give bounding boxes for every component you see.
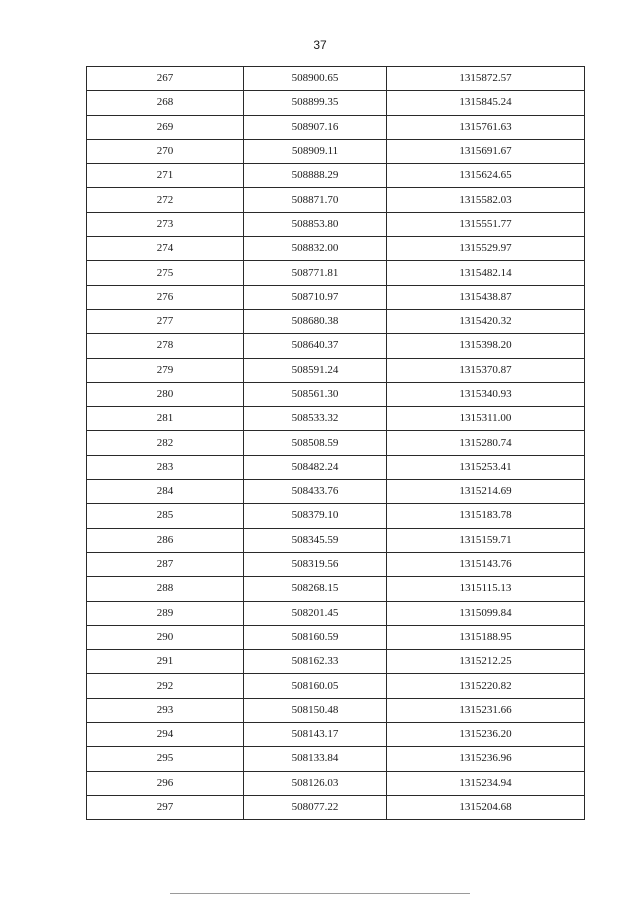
x-coordinate-cell: 508561.30 (244, 382, 387, 406)
x-coordinate-cell: 508907.16 (244, 115, 387, 139)
point-number-cell: 288 (87, 577, 244, 601)
y-coordinate-cell: 1315143.76 (387, 552, 585, 576)
page-number: 37 (313, 38, 327, 52)
y-coordinate-cell: 1315311.00 (387, 407, 585, 431)
point-number-cell: 273 (87, 212, 244, 236)
x-coordinate-cell: 508591.24 (244, 358, 387, 382)
x-coordinate-cell: 508379.10 (244, 504, 387, 528)
point-number-cell: 281 (87, 407, 244, 431)
table-row (87, 407, 585, 431)
table-row (87, 528, 585, 552)
table-row (87, 601, 585, 625)
table-row (87, 771, 585, 795)
table-row (87, 358, 585, 382)
y-coordinate-cell: 1315253.41 (387, 455, 585, 479)
x-coordinate-cell: 508680.38 (244, 309, 387, 333)
x-coordinate-cell: 508899.35 (244, 91, 387, 115)
x-coordinate-cell: 508900.65 (244, 67, 387, 91)
point-number-cell: 283 (87, 455, 244, 479)
y-coordinate-cell: 1315398.20 (387, 334, 585, 358)
point-number-cell: 270 (87, 139, 244, 163)
table-row (87, 91, 585, 115)
y-coordinate-cell: 1315183.78 (387, 504, 585, 528)
x-coordinate-cell: 508771.81 (244, 261, 387, 285)
x-coordinate-cell: 508710.97 (244, 285, 387, 309)
point-number-cell: 274 (87, 237, 244, 261)
point-number-cell: 276 (87, 285, 244, 309)
table-row (87, 67, 585, 91)
x-coordinate-cell: 508160.59 (244, 625, 387, 649)
x-coordinate-cell: 508640.37 (244, 334, 387, 358)
table-row (87, 139, 585, 163)
x-coordinate-cell: 508143.17 (244, 723, 387, 747)
coordinate-table-container (86, 66, 584, 820)
point-number-cell: 291 (87, 650, 244, 674)
table-row (87, 504, 585, 528)
point-number-cell: 277 (87, 309, 244, 333)
point-number-cell: 286 (87, 528, 244, 552)
point-number-cell: 272 (87, 188, 244, 212)
x-coordinate-cell: 508345.59 (244, 528, 387, 552)
y-coordinate-cell: 1315115.13 (387, 577, 585, 601)
x-coordinate-cell: 508150.48 (244, 698, 387, 722)
table-row (87, 698, 585, 722)
table-row (87, 285, 585, 309)
y-coordinate-cell: 1315370.87 (387, 358, 585, 382)
point-number-cell: 287 (87, 552, 244, 576)
table-row (87, 309, 585, 333)
x-coordinate-cell: 508133.84 (244, 747, 387, 771)
table-row (87, 674, 585, 698)
table-row (87, 455, 585, 479)
x-coordinate-cell: 508888.29 (244, 164, 387, 188)
y-coordinate-cell: 1315420.32 (387, 309, 585, 333)
point-number-cell: 284 (87, 480, 244, 504)
x-coordinate-cell: 508077.22 (244, 795, 387, 819)
point-number-cell: 278 (87, 334, 244, 358)
point-number-cell: 275 (87, 261, 244, 285)
table-row (87, 723, 585, 747)
y-coordinate-cell: 1315872.57 (387, 67, 585, 91)
point-number-cell: 269 (87, 115, 244, 139)
y-coordinate-cell: 1315280.74 (387, 431, 585, 455)
y-coordinate-cell: 1315234.94 (387, 771, 585, 795)
y-coordinate-cell: 1315188.95 (387, 625, 585, 649)
table-row (87, 431, 585, 455)
table-row (87, 115, 585, 139)
y-coordinate-cell: 1315214.69 (387, 480, 585, 504)
y-coordinate-cell: 1315220.82 (387, 674, 585, 698)
table-row (87, 212, 585, 236)
table-row (87, 552, 585, 576)
x-coordinate-cell: 508909.11 (244, 139, 387, 163)
y-coordinate-cell: 1315691.67 (387, 139, 585, 163)
y-coordinate-cell: 1315159.71 (387, 528, 585, 552)
point-number-cell: 293 (87, 698, 244, 722)
point-number-cell: 289 (87, 601, 244, 625)
point-number-cell: 285 (87, 504, 244, 528)
table-row (87, 480, 585, 504)
table-row (87, 237, 585, 261)
x-coordinate-cell: 508319.56 (244, 552, 387, 576)
table-row (87, 625, 585, 649)
point-number-cell: 297 (87, 795, 244, 819)
page-bottom-rule (170, 893, 470, 894)
x-coordinate-cell: 508832.00 (244, 237, 387, 261)
point-number-cell: 268 (87, 91, 244, 115)
table-row (87, 650, 585, 674)
table-row (87, 261, 585, 285)
point-number-cell: 267 (87, 67, 244, 91)
y-coordinate-cell: 1315099.84 (387, 601, 585, 625)
y-coordinate-cell: 1315212.25 (387, 650, 585, 674)
point-number-cell: 294 (87, 723, 244, 747)
table-row (87, 164, 585, 188)
point-number-cell: 280 (87, 382, 244, 406)
x-coordinate-cell: 508433.76 (244, 480, 387, 504)
point-number-cell: 296 (87, 771, 244, 795)
coordinate-table-body (87, 67, 585, 820)
x-coordinate-cell: 508482.24 (244, 455, 387, 479)
x-coordinate-cell: 508853.80 (244, 212, 387, 236)
point-number-cell: 271 (87, 164, 244, 188)
y-coordinate-cell: 1315340.93 (387, 382, 585, 406)
y-coordinate-cell: 1315236.20 (387, 723, 585, 747)
table-row (87, 795, 585, 819)
y-coordinate-cell: 1315529.97 (387, 237, 585, 261)
y-coordinate-cell: 1315236.96 (387, 747, 585, 771)
table-row (87, 188, 585, 212)
x-coordinate-cell: 508508.59 (244, 431, 387, 455)
y-coordinate-cell: 1315231.66 (387, 698, 585, 722)
x-coordinate-cell: 508533.32 (244, 407, 387, 431)
x-coordinate-cell: 508201.45 (244, 601, 387, 625)
y-coordinate-cell: 1315551.77 (387, 212, 585, 236)
y-coordinate-cell: 1315204.68 (387, 795, 585, 819)
x-coordinate-cell: 508162.33 (244, 650, 387, 674)
table-row (87, 382, 585, 406)
table-row (87, 334, 585, 358)
point-number-cell: 290 (87, 625, 244, 649)
point-number-cell: 292 (87, 674, 244, 698)
x-coordinate-cell: 508871.70 (244, 188, 387, 212)
y-coordinate-cell: 1315438.87 (387, 285, 585, 309)
x-coordinate-cell: 508160.05 (244, 674, 387, 698)
y-coordinate-cell: 1315482.14 (387, 261, 585, 285)
table-row (87, 577, 585, 601)
x-coordinate-cell: 508268.15 (244, 577, 387, 601)
y-coordinate-cell: 1315624.65 (387, 164, 585, 188)
table-row (87, 747, 585, 771)
coordinate-table (86, 66, 585, 820)
point-number-cell: 282 (87, 431, 244, 455)
x-coordinate-cell: 508126.03 (244, 771, 387, 795)
y-coordinate-cell: 1315845.24 (387, 91, 585, 115)
point-number-cell: 295 (87, 747, 244, 771)
y-coordinate-cell: 1315582.03 (387, 188, 585, 212)
y-coordinate-cell: 1315761.63 (387, 115, 585, 139)
point-number-cell: 279 (87, 358, 244, 382)
